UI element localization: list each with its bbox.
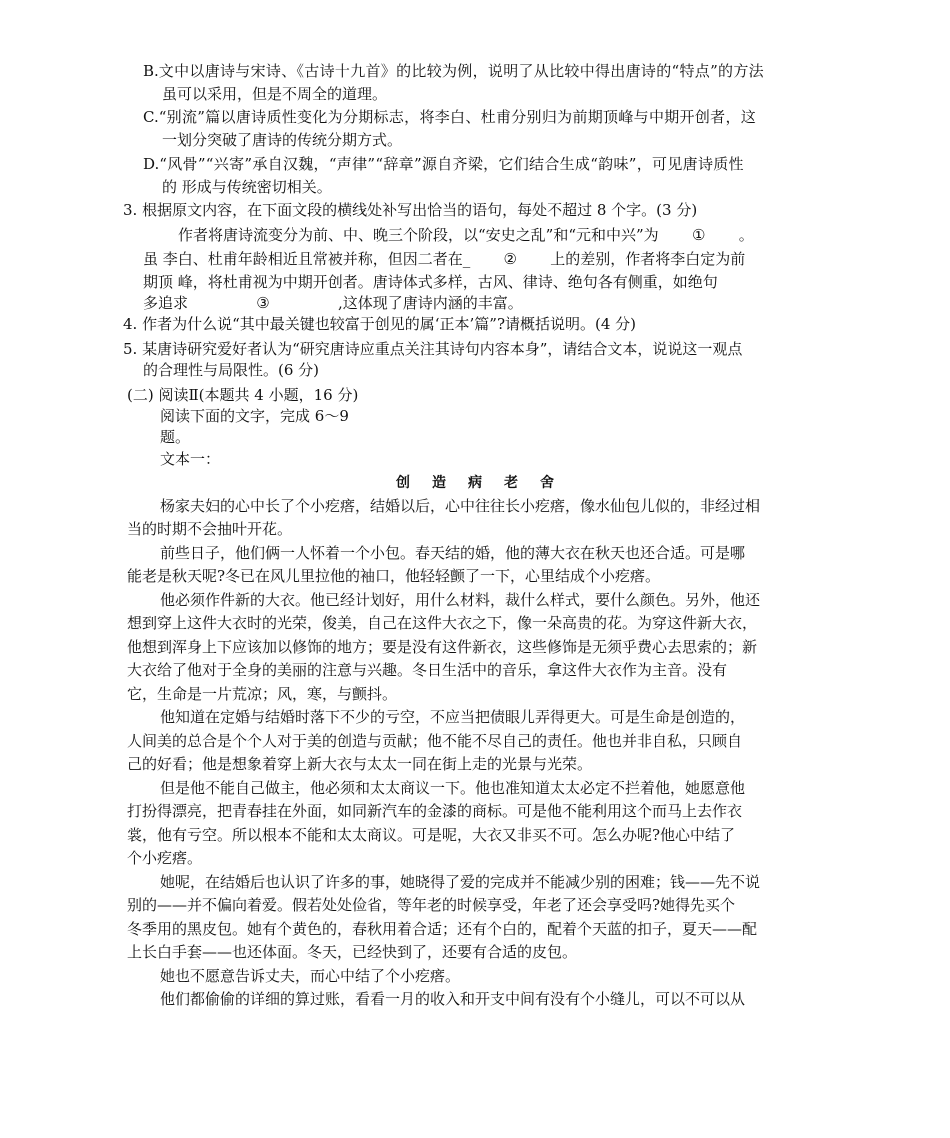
title-char: 老: [504, 475, 518, 491]
story-line: 她呢，在结婚后也认识了许多的事，她晓得了爱的完成并不能减少别的困难；钱——先不说: [160, 873, 761, 891]
story-line: 当的时期不会抽叶开花。: [127, 520, 293, 538]
story-line: 他想到浑身上下应该加以修饰的地方；要是没有这件新衣，这些修饰是无须乎费心去思索的；新: [127, 638, 758, 656]
q3-text: 虽 李白、杜甫年龄相近且常被并称，但因二者在_: [143, 250, 471, 268]
story-line: 他知道在定婚与结婚时落下不少的亏空，不应当把债眼儿弄得更大。可是生命是创造的，: [160, 708, 746, 726]
q3-line1: [178, 224, 754, 246]
story-line: 己的好看；他是想象着穿上新大衣与太太一同在街上走的光景与光荣。: [127, 755, 593, 773]
option-label: D.: [143, 155, 160, 173]
title-char: 舍: [540, 475, 554, 491]
story-line: 前些日子，他们俩一人怀着一个小包。春天结的婚，他的薄大衣在秋天也还合适。可是哪: [160, 544, 746, 562]
section-instruction-2: 题。: [160, 428, 191, 446]
title-char: 创: [396, 475, 410, 491]
story-line: 他们都偷偷的详细的算过账，看看一月的收入和开支中间有没有个小缝儿，可以不可以从: [160, 990, 746, 1008]
option-b-line1: [143, 60, 764, 82]
q3-text: 上的差别，作者将李白定为前: [550, 250, 746, 268]
q3-line2: [143, 248, 745, 270]
option-b-line2: 虽可以采用，但是不周全的道理。: [162, 85, 388, 103]
option-c-line2: 一划分突破了唐诗的传统分期方式。: [162, 131, 403, 149]
q4-stem: 4. 作者为什么说“其中最关键也较富于创见的属‘正本’篇”?请概括说明。(4 分): [123, 315, 637, 333]
story-line: 打扮得漂亮，把青春挂在外面，如同新汽车的金漆的商标。可是他不能利用这个而马上去作衣: [127, 802, 743, 820]
story-line: 个小疙瘩。: [127, 849, 203, 867]
blank-1: ①: [691, 226, 706, 244]
option-c-line1: [143, 106, 756, 128]
story-line: 上长白手套——也还体面。冬天，已经快到了，还要有合适的皮包。: [127, 943, 578, 961]
story-line: 她也不愿意告诉丈夫，而心中结了个小疙瘩。: [160, 967, 461, 985]
option-label: C.: [143, 108, 159, 126]
story-line: 大衣给了他对于全身的美丽的注意与兴趣。冬日生活中的音乐，拿这件大衣作为主音。没有: [127, 661, 728, 679]
section-instruction-1: 阅读下面的文字，完成 6～9: [160, 407, 349, 425]
q3-stem: 3. 根据原文内容，在下面文段的横线处补写出恰当的语句，每处不超过 8 个字。(3 分): [123, 201, 698, 219]
option-text: “别流”篇以唐诗质性变化为分期标志，将李白、杜甫分别归为前期顶峰与中期开创者，这: [158, 108, 757, 126]
q5-stem-line1: 5. 某唐诗研究爱好者认为“研究唐诗应重点关注其诗句内容本身”，请结合文本，说说这一观点: [123, 340, 743, 358]
story-line: 杨家夫妇的心中长了个小疙瘩，结婚以后，心中往往长小疙瘩，像水仙包儿似的，非经过相: [160, 497, 761, 515]
q3-text: 多追求: [143, 294, 189, 312]
q3-line3: 期顶 峰，将杜甫视为中期开创者。唐诗体式多样，古风、律诗、绝句各有侧重，如绝句: [143, 273, 718, 291]
story-line: 想到穿上这件大衣时的光荣，俊美，自己在这件大衣之下，像一朵高贵的花。为穿这件新大衣，: [127, 614, 758, 632]
story-line: 裳，他有亏空。所以根本不能和太太商议。可是呢，大衣又非买不可。怎么办呢?他心中结了: [127, 826, 736, 844]
story-line: 冬季用的黑皮包。她有个黄色的，春秋用着合适；还有个白的，配着个天蓝的扣子，夏天——配: [127, 920, 758, 938]
q5-stem-line2: 的合理性与局限性。(6 分): [143, 361, 320, 379]
story-title: [396, 472, 554, 494]
q3-text: 作者将唐诗流变分为前、中、晚三个阶段，以“安史之乱”和“元和中兴”为: [178, 226, 659, 244]
option-d-line2: 的 形成与传统密切相关。: [162, 178, 332, 196]
option-text: 文中以唐诗与宋诗、《古诗十九首》的比较为例，说明了从比较中得出唐诗的“特点”的方法: [158, 62, 764, 80]
story-line: 别的——并不偏向着爱。假若处处俭省，等年老的时候享受，年老了还会享受吗?她得先买个: [127, 896, 736, 914]
story-line: 他必须作件新的大衣。他已经计划好，用什么材料，裁什么样式，要什么颜色。另外，他还: [160, 591, 761, 609]
story-line: 它，生命是一片荒凉；风，寒，与颤抖。: [127, 685, 398, 703]
story-line: 人间美的总合是个个人对于美的创造与贡献；他不能不尽自己的责任。他也并非自私，只顾自: [127, 732, 743, 750]
text-label: 文本一：: [160, 450, 221, 468]
story-line: 能老是秋天呢?冬已在风儿里拉他的袖口，他轻轻颤了一下，心里结成个小疙瘩。: [127, 567, 661, 585]
option-text: “风骨”“兴寄”承自汉魏，“声律”“辞章”源自齐梁，它们结合生成“韵味”，可见唐诗质性: [159, 155, 744, 173]
title-char: 病: [468, 475, 482, 491]
story-line: 但是他不能自己做主，他必须和太太商议一下。他也准知道太太必定不拦着他，她愿意他: [160, 779, 746, 797]
option-label: B.: [143, 62, 159, 80]
q3-text: ,这体现了唐诗内涵的丰富。: [338, 294, 523, 312]
option-d-line1: [143, 153, 744, 175]
q3-text: 。: [738, 226, 754, 244]
blank-3: ③: [256, 294, 270, 312]
section-heading: (二) 阅读Ⅱ(本题共 4 小题，16 分): [127, 386, 359, 404]
blank-2: ②: [503, 250, 517, 268]
q3-line4: [143, 292, 523, 314]
title-char: 造: [432, 475, 446, 491]
